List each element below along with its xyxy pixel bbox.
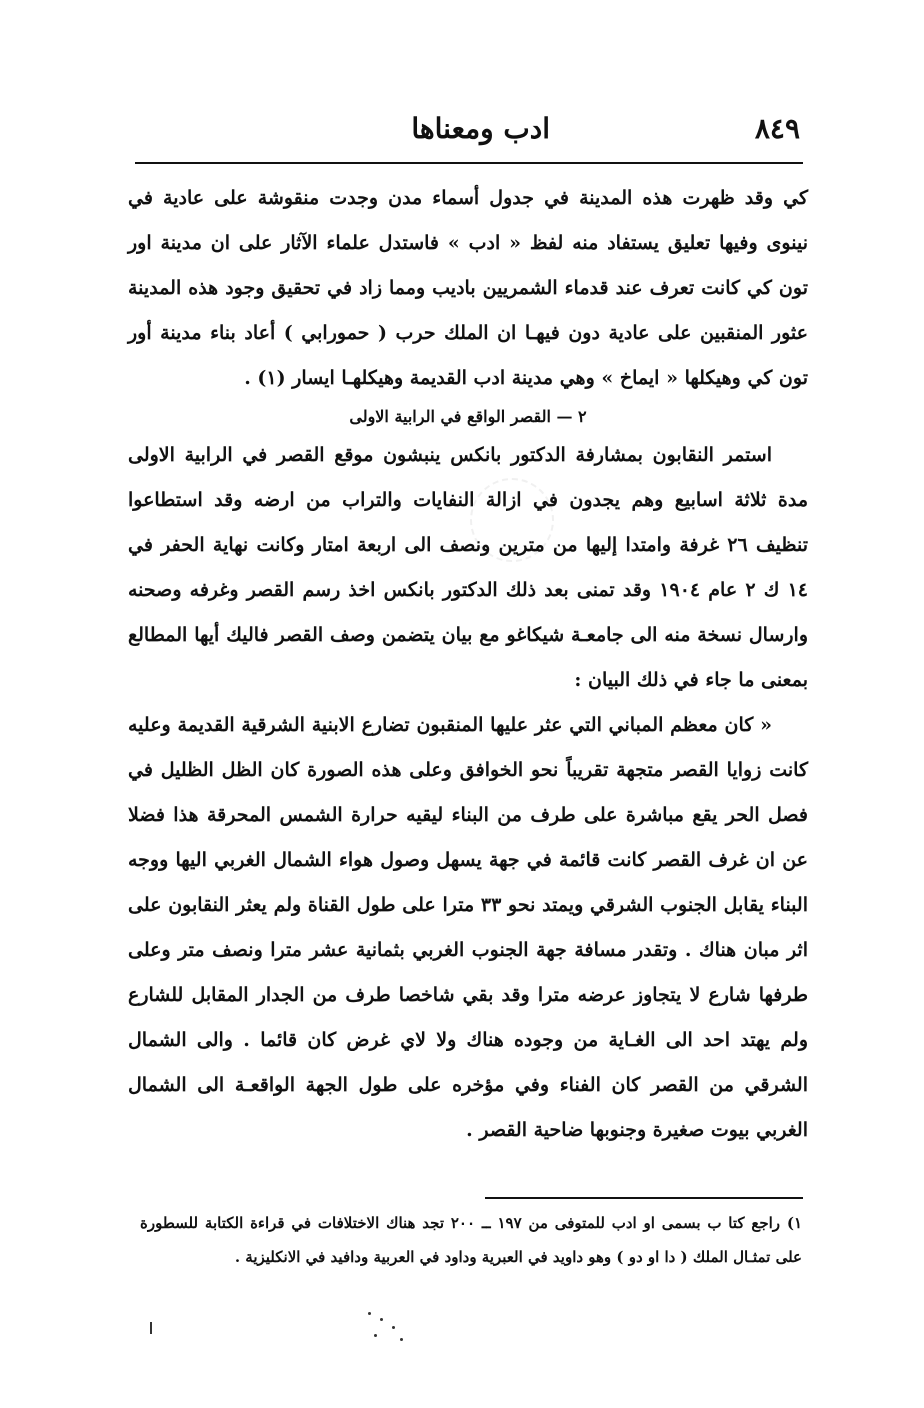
palace-description-paragraph: « كان معظم المباني التي عثر عليها المنقبون تضارع الابنية الشرقية القديمة وعليه كانت زوايا القصر متجهة تقريباً نحو الخوافق وعلى هذه الصورة كان الظل الظليل في فصل الحر يقع مباشرة على طرف من البناء ليقيه حرارة الشمس المحرقة هذا فضلا عن ان غرف القصر كانت قائمة في جهة يسهل وصول هواء الشمال الغربي اليها ووجه البناء يقابل الجنوب الشرقي ويمتد نحو ٣٣ مترا على طول القناة ولم يعثر النقابون على اثر مبان هناك . وتقدر مسافة جهة الجنوب الغربي بثمانية عشر مترا ونصف متر وعلى طرفها شارع لا يتجاوز عرضه مترا وقد بقي شاخصا طرف من الجدار المقابل للشارع ولم يهتد احد الى الغـاية من وجوده هناك ولا لاي غرض كان قائما . والى الشمال الشرقي من القصر كان الفناء وفي مؤخره على طول الجهة الواقعـة الى الشمال الغربي بيوت صغيرة وجنوبها ضاحية القصر . [128, 714, 808, 1141]
page-header [140, 112, 800, 162]
main-text [128, 176, 808, 1153]
page-number: ٨٤٩ [754, 112, 800, 145]
footnote-divider [485, 1197, 803, 1199]
footnotes [140, 1206, 802, 1274]
running-title: ادب ومعناها [411, 112, 550, 145]
header-divider [135, 162, 803, 164]
intro-paragraph: كي وقد ظهرت هذه المدينة في جدول أسماء مدن وجدت منقوشة على عادية في نينوى وفيها تعليق يستفاد منه لفظ « ادب » فاستدل علماء الآثار على ان مدينة اور تون كي كانت تعرف عند قدماء الشمريين باديب ومما زاد في تحقيق وجود هذه المدينة عثور المنقبين على عادية دون فيهـا ان الملك حرب ( حمورابي ) أعاد بناء مدينة أور تون كي وهيكلها « ايماخ » وهي مدينة ادب القديمة وهيكلهـا ايسار (١) . [128, 187, 808, 389]
excavation-paragraph: استمر النقابون بمشارفة الدكتور بانكس ينبشون موقع القصر في الرابية الاولى مدة ثلاثة اسابيع وهم يجدون في ازالة النفايات والتراب من ارضه وقد استطاعوا تنظيف ٢٦ غرفة وامتدا إليها من مترين ونصف الى اربعة امتار وكانت نهاية الحفر في ١٤ ك ٢ عام ١٩٠٤ وقد تمنى بعد ذلك الدكتور بانكس اخذ رسم القصر وغرفه وصحنه وارسال نسخة منه الى جامعـة شيكاغو مع بيان يتضمن وصف القصر فاليك أيها المطالع بمعنى ما جاء في ذلك البيان : [128, 444, 808, 691]
section-heading: ٢ — القصر الواقع في الرابية الاولى [349, 407, 587, 426]
print-mark [150, 1322, 152, 1334]
footnote-1: ١) راجع كتا ب بسمى او ادب للمتوفى من ١٩٧ ــ ٢٠٠ تجد هناك الاختلافات في قراءة الكتابة للسطورة على تمثـال الملك ( دا او دو ) وهو داويد في العبرية وداود في العربية ودافيد في الانكليزية . [140, 1214, 802, 1266]
ink-specks [360, 1308, 420, 1348]
faded-library-stamp [470, 478, 554, 562]
